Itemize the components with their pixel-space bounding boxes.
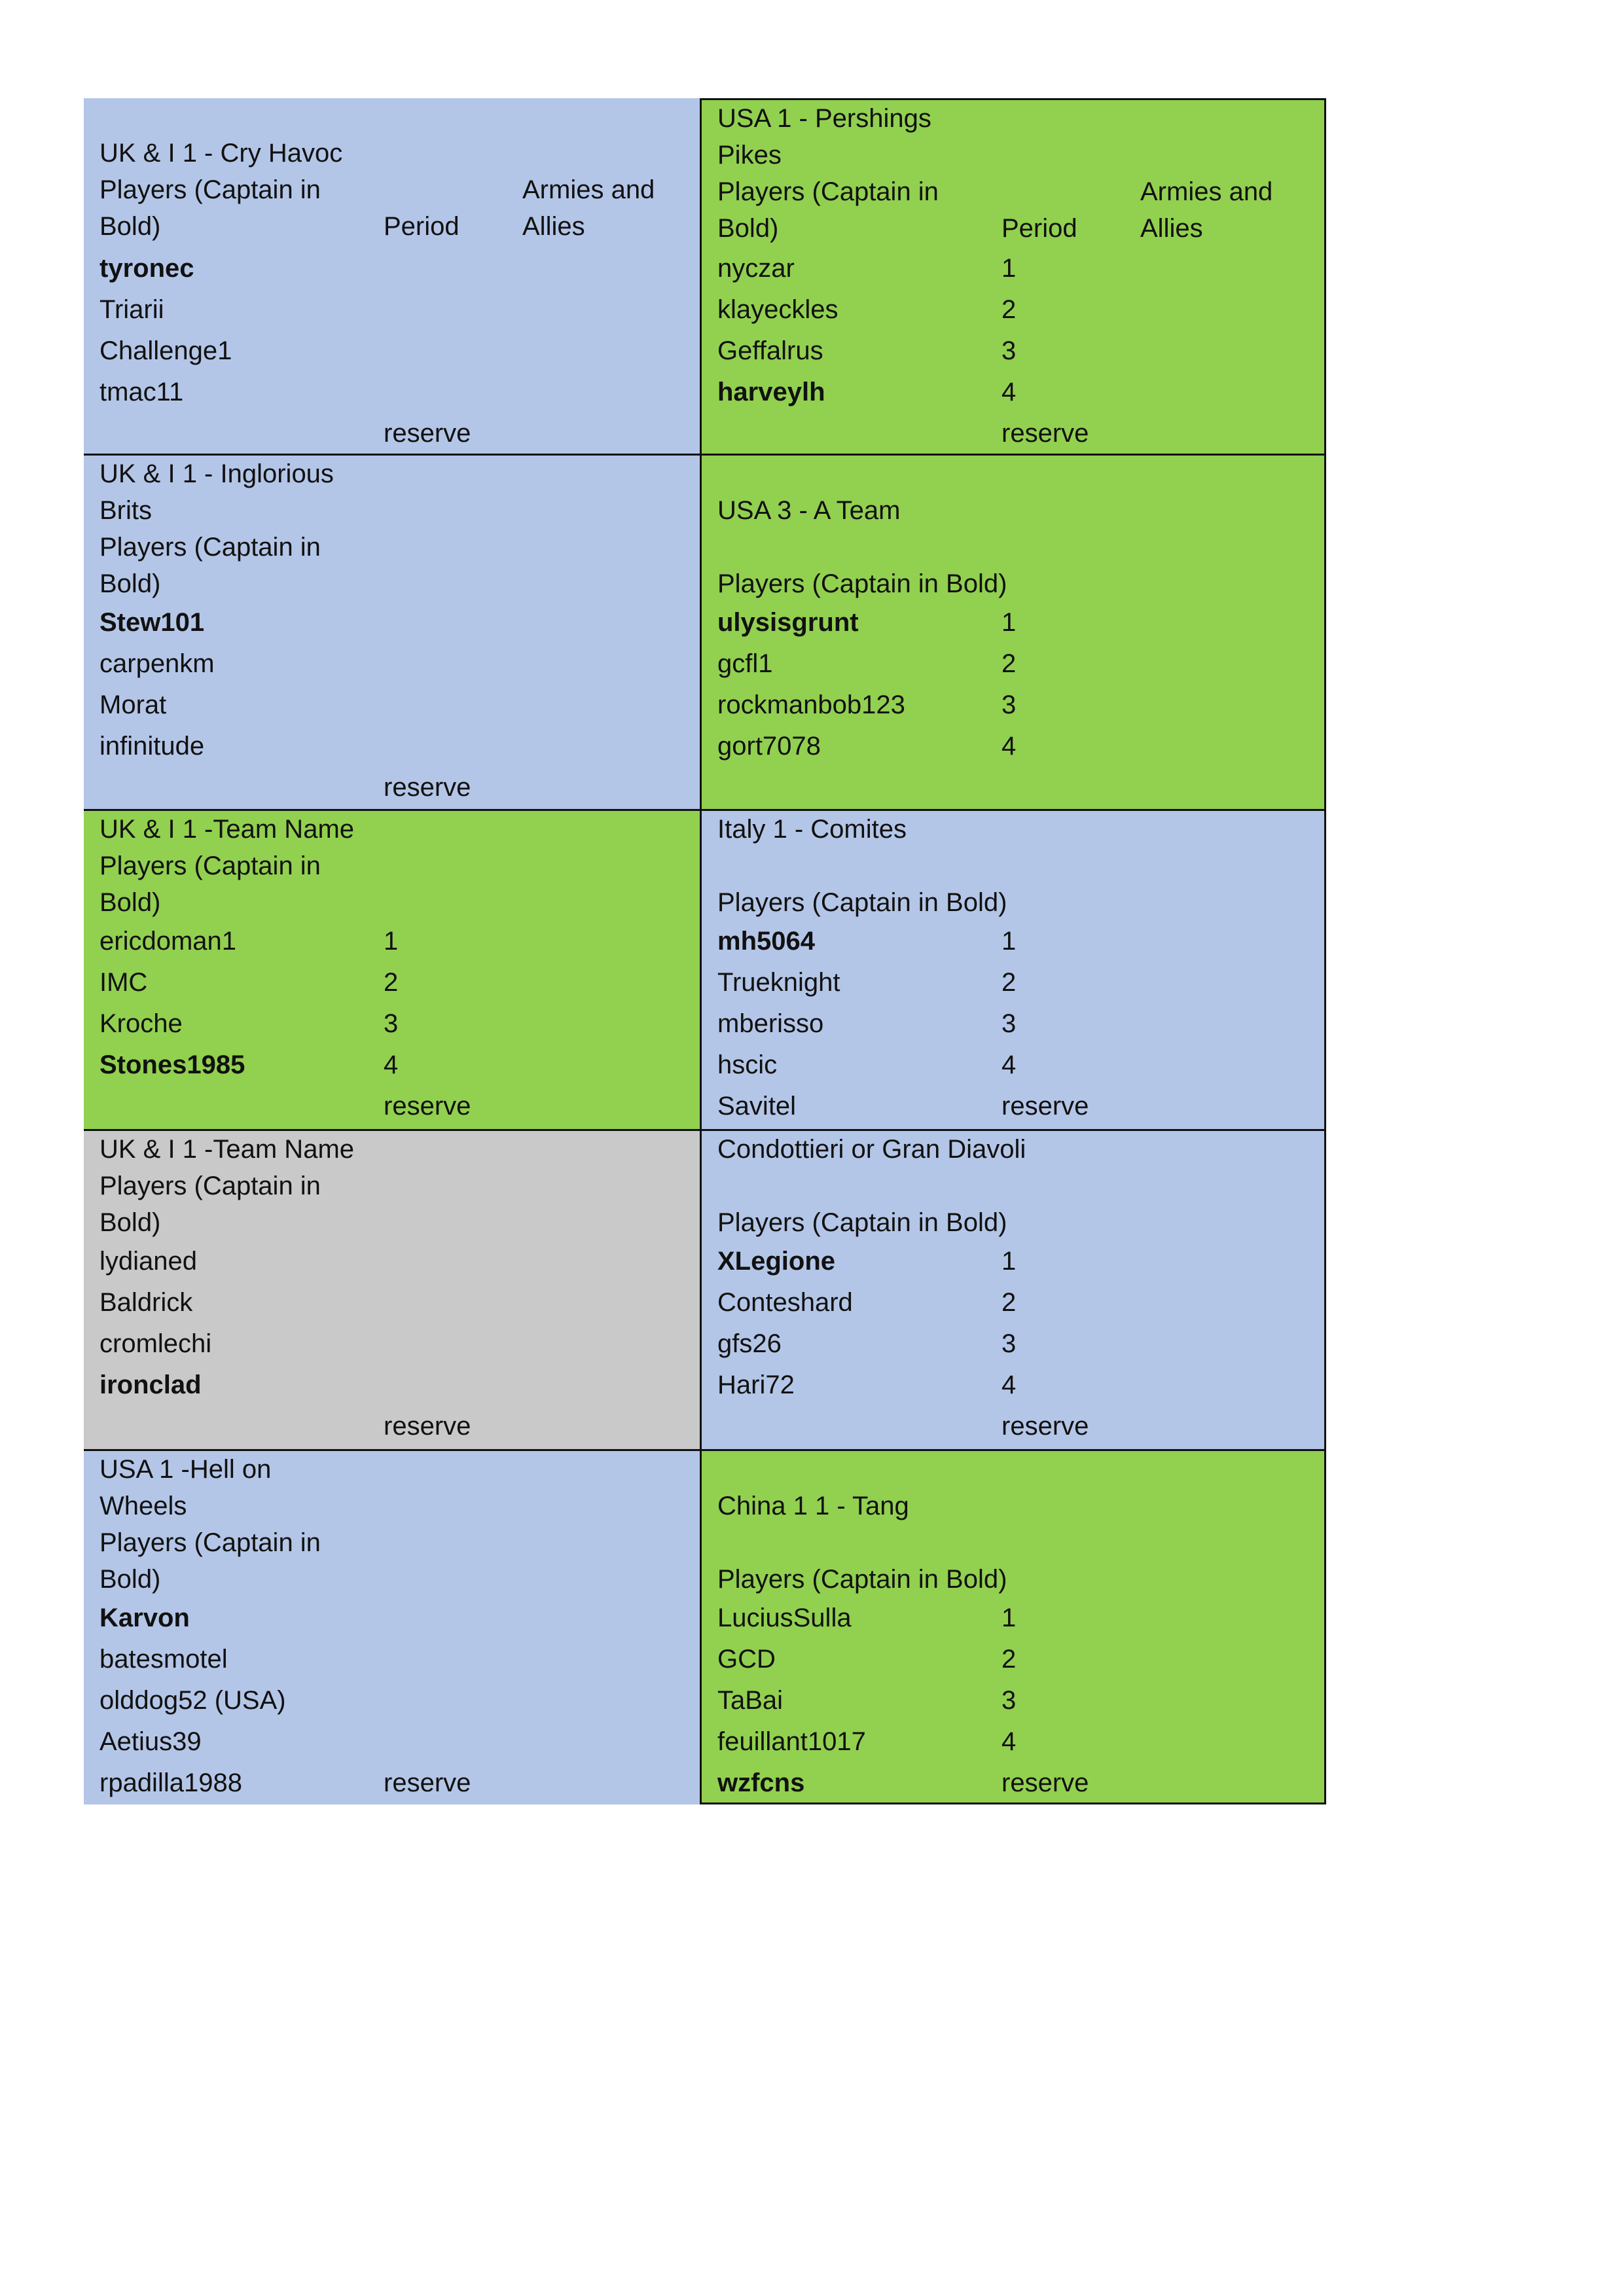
player-row: [99, 962, 700, 1003]
player-name: LuciusSulla: [717, 1604, 852, 1632]
player-period: 1: [384, 927, 399, 956]
reserve-player-name: rpadilla1988: [99, 1768, 242, 1797]
player-period: 4: [384, 1050, 399, 1079]
player-name: IMC: [99, 968, 148, 997]
player-name: mberisso: [717, 1009, 824, 1038]
player-row: [99, 602, 700, 643]
period-header: Period: [384, 212, 460, 241]
player-name: olddog52 (USA): [99, 1686, 286, 1715]
player-name: harveylh: [717, 378, 825, 406]
players-header: Players (Captain in Bold): [717, 1208, 1007, 1237]
team-title: UK & I 1 -Team Name: [99, 815, 355, 844]
team-title: Condottieri or Gran Diavoli: [717, 1135, 1026, 1164]
player-row: [99, 1721, 700, 1763]
player-name: Baldrick: [99, 1288, 193, 1317]
reserve-label: reserve: [384, 1092, 471, 1121]
player-row: [717, 1639, 1324, 1680]
players-header-line-2: Bold): [99, 1208, 161, 1237]
reserve-row: [99, 1763, 700, 1804]
player-row: [717, 1680, 1324, 1721]
players-header-line-1: Players (Captain in: [99, 1172, 321, 1200]
team-title-line-1: USA 1 - Pershings: [717, 104, 931, 133]
team-block-uk-inglorious-brits: [84, 454, 700, 809]
player-period: 3: [384, 1009, 399, 1038]
player-row: [717, 1598, 1324, 1639]
period-header: Period: [1001, 214, 1077, 243]
reserve-label: reserve: [384, 1768, 471, 1797]
player-row: [99, 1241, 700, 1282]
player-name: Geffalrus: [717, 336, 823, 365]
player-name: Conteshard: [717, 1288, 853, 1317]
player-row: [717, 1003, 1324, 1045]
player-name: Triarii: [99, 295, 164, 324]
team-title-line-1: UK & I 1 - Inglorious: [99, 459, 334, 488]
players-header-line-1: Players (Captain in: [99, 1528, 321, 1557]
reserve-player-name: wzfcns: [717, 1768, 805, 1797]
player-period: 4: [1001, 1371, 1017, 1399]
player-name: ulysisgrunt: [717, 608, 859, 637]
reserve-row: [717, 413, 1324, 454]
player-period: 2: [1001, 1645, 1017, 1674]
team-block-uk-team-name-grey: [84, 1129, 700, 1449]
player-name: GCD: [717, 1645, 776, 1674]
player-name: cromlechi: [99, 1329, 212, 1358]
player-period: 2: [1001, 1288, 1017, 1317]
player-row: [717, 726, 1324, 767]
team-title: Italy 1 - Comites: [717, 815, 907, 844]
player-row: [717, 685, 1324, 726]
team-block-uk-team-name-green: [84, 809, 700, 1129]
player-name: Stones1985: [99, 1050, 245, 1079]
player-name: tmac11: [99, 378, 184, 406]
armies-header-line-2: Allies: [1140, 214, 1203, 243]
players-header-line-2: Bold): [99, 1565, 161, 1594]
player-row: [99, 1365, 700, 1406]
player-name: ericdoman1: [99, 927, 237, 956]
player-name: Kroche: [99, 1009, 183, 1038]
players-header-line-1: Players (Captain in: [717, 177, 939, 206]
players-header: Players (Captain in Bold): [717, 888, 1007, 917]
player-row: [99, 372, 700, 413]
reserve-row: [99, 1406, 700, 1447]
team-block-usa-hell-on-wheels: [84, 1449, 700, 1804]
team-title-line-2: Pikes: [717, 141, 782, 170]
team-title: USA 3 - A Team: [717, 496, 901, 525]
player-name: nyczar: [717, 254, 795, 283]
players-header-line-2: Bold): [99, 569, 161, 598]
player-row: [99, 643, 700, 685]
player-row: [99, 726, 700, 767]
player-period: 2: [1001, 649, 1017, 678]
reserve-row: [99, 413, 700, 454]
player-name: gcfl1: [717, 649, 773, 678]
player-name: ironclad: [99, 1371, 202, 1399]
players-header-line-1: Players (Captain in: [99, 852, 321, 880]
player-period: 3: [1001, 336, 1017, 365]
player-row: [99, 1045, 700, 1086]
player-name: Stew101: [99, 608, 205, 637]
reserve-row: [99, 767, 700, 808]
player-row: [717, 921, 1324, 962]
team-title-line-2: Wheels: [99, 1492, 187, 1520]
player-row: [717, 602, 1324, 643]
player-row: [99, 1003, 700, 1045]
player-name: Morat: [99, 691, 167, 719]
players-header-line-2: Bold): [717, 214, 779, 243]
player-period: 3: [1001, 691, 1017, 719]
player-name: gfs26: [717, 1329, 782, 1358]
player-row: [717, 1323, 1324, 1365]
players-header-line-2: Bold): [99, 888, 161, 917]
player-row: [99, 1680, 700, 1721]
team-block-china-tang: [700, 1449, 1326, 1804]
player-name: gort7078: [717, 732, 821, 761]
players-header: Players (Captain in Bold): [717, 569, 1007, 598]
player-name: batesmotel: [99, 1645, 228, 1674]
player-name: Challenge1: [99, 336, 232, 365]
players-header-line-2: Bold): [99, 212, 161, 241]
team-block-usa-a-team: [700, 454, 1326, 809]
player-row: [717, 962, 1324, 1003]
player-period: 4: [1001, 1727, 1017, 1756]
reserve-label: reserve: [1001, 1412, 1089, 1441]
reserve-label: reserve: [384, 419, 471, 448]
player-row: [717, 248, 1324, 289]
reserve-label: reserve: [384, 1412, 471, 1441]
reserve-label: reserve: [384, 773, 471, 802]
player-period: 3: [1001, 1009, 1017, 1038]
player-row: [99, 1282, 700, 1323]
player-period: 2: [1001, 968, 1017, 997]
player-name: lydianed: [99, 1247, 198, 1276]
player-period: 4: [1001, 378, 1017, 406]
player-name: Hari72: [717, 1371, 795, 1399]
player-row: [99, 921, 700, 962]
armies-header-line-1: Armies and: [522, 175, 655, 204]
player-period: 2: [384, 968, 399, 997]
armies-header-line-2: Allies: [522, 212, 585, 241]
team-title-line-2: Brits: [99, 496, 152, 525]
player-name: hscic: [717, 1050, 778, 1079]
player-row: [717, 643, 1324, 685]
player-row: [717, 1721, 1324, 1763]
player-period: 3: [1001, 1686, 1017, 1715]
team-title: UK & I 1 -Team Name: [99, 1135, 355, 1164]
player-row: [717, 289, 1324, 331]
player-period: 2: [1001, 295, 1017, 324]
player-row: [99, 248, 700, 289]
team-block-condottieri: [700, 1129, 1326, 1449]
player-period: 1: [1001, 254, 1017, 283]
player-name: klayeckles: [717, 295, 839, 324]
player-name: Aetius39: [99, 1727, 202, 1756]
player-row: [717, 1365, 1324, 1406]
player-name: rockmanbob123: [717, 691, 905, 719]
player-period: 4: [1001, 732, 1017, 761]
player-period: 1: [1001, 1604, 1017, 1632]
reserve-label: reserve: [1001, 419, 1089, 448]
player-row: [99, 1598, 700, 1639]
players-header-line-1: Players (Captain in: [99, 175, 321, 204]
player-period: 1: [1001, 927, 1017, 956]
team-title-line-1: USA 1 -Hell on: [99, 1455, 272, 1484]
team-block-uk-cry-havoc: [84, 98, 700, 454]
player-row: [99, 1323, 700, 1365]
team-roster-sheet: [84, 98, 1326, 1804]
player-row: [99, 331, 700, 372]
armies-header-line-1: Armies and: [1140, 177, 1273, 206]
team-title: UK & I 1 - Cry Havoc: [99, 139, 343, 168]
reserve-row: [99, 1086, 700, 1127]
reserve-label: reserve: [1001, 1092, 1089, 1121]
team-block-usa-pershings-pikes: [700, 98, 1326, 454]
player-period: 3: [1001, 1329, 1017, 1358]
player-row: [99, 1639, 700, 1680]
player-row: [717, 1282, 1324, 1323]
team-block-italy-comites: [700, 809, 1326, 1129]
player-row: [99, 685, 700, 726]
reserve-player-name: Savitel: [717, 1092, 797, 1121]
player-name: XLegione: [717, 1247, 836, 1276]
player-name: infinitude: [99, 732, 205, 761]
player-name: feuillant1017: [717, 1727, 866, 1756]
player-row: [717, 331, 1324, 372]
player-name: tyronec: [99, 254, 194, 283]
player-row: [717, 1045, 1324, 1086]
player-period: 1: [1001, 608, 1017, 637]
player-name: mh5064: [717, 927, 815, 956]
player-name: Karvon: [99, 1604, 190, 1632]
reserve-label: reserve: [1001, 1768, 1089, 1797]
player-row: [99, 289, 700, 331]
reserve-row: [717, 1763, 1324, 1804]
player-row: [717, 1241, 1324, 1282]
player-name: TaBai: [717, 1686, 784, 1715]
player-name: carpenkm: [99, 649, 215, 678]
team-title: China 1 1 - Tang: [717, 1492, 909, 1520]
player-period: 1: [1001, 1247, 1017, 1276]
players-header-line-1: Players (Captain in: [99, 533, 321, 562]
reserve-row: [717, 1406, 1324, 1447]
players-header: Players (Captain in Bold): [717, 1565, 1007, 1594]
player-row: [717, 372, 1324, 413]
player-period: 4: [1001, 1050, 1017, 1079]
player-name: Trueknight: [717, 968, 840, 997]
reserve-row: [717, 1086, 1324, 1127]
